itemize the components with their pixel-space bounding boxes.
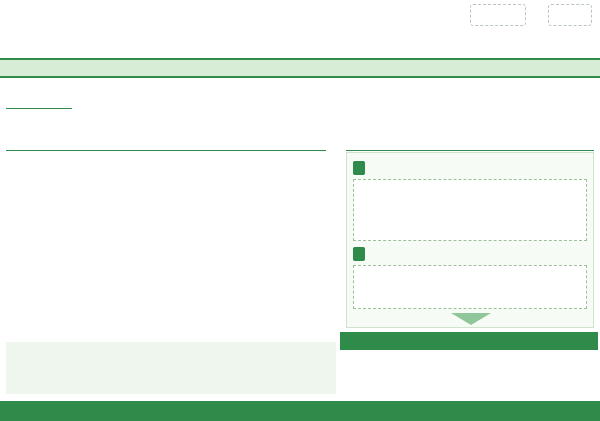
down-arrow-icon: [451, 313, 491, 325]
section-purpose-rule: [6, 108, 72, 109]
budget-box: [348, 32, 594, 54]
purpose-list: [80, 84, 594, 134]
image-panel: [346, 152, 594, 328]
footer-bar: [0, 401, 600, 421]
content-box: [6, 152, 326, 324]
ministry-logo: [548, 4, 592, 26]
notes: [346, 356, 594, 394]
step-2-tag: [353, 247, 365, 261]
logo-mark: [470, 4, 526, 26]
section-content-rule: [6, 150, 326, 151]
result-banner: [340, 332, 598, 350]
section-image-rule: [346, 150, 594, 151]
step-1-illustration: [353, 179, 587, 241]
step-2-illustration: [353, 265, 587, 309]
headline-banner: [0, 58, 600, 78]
step-1-tag: [353, 161, 365, 175]
scheme-box: [6, 342, 336, 394]
